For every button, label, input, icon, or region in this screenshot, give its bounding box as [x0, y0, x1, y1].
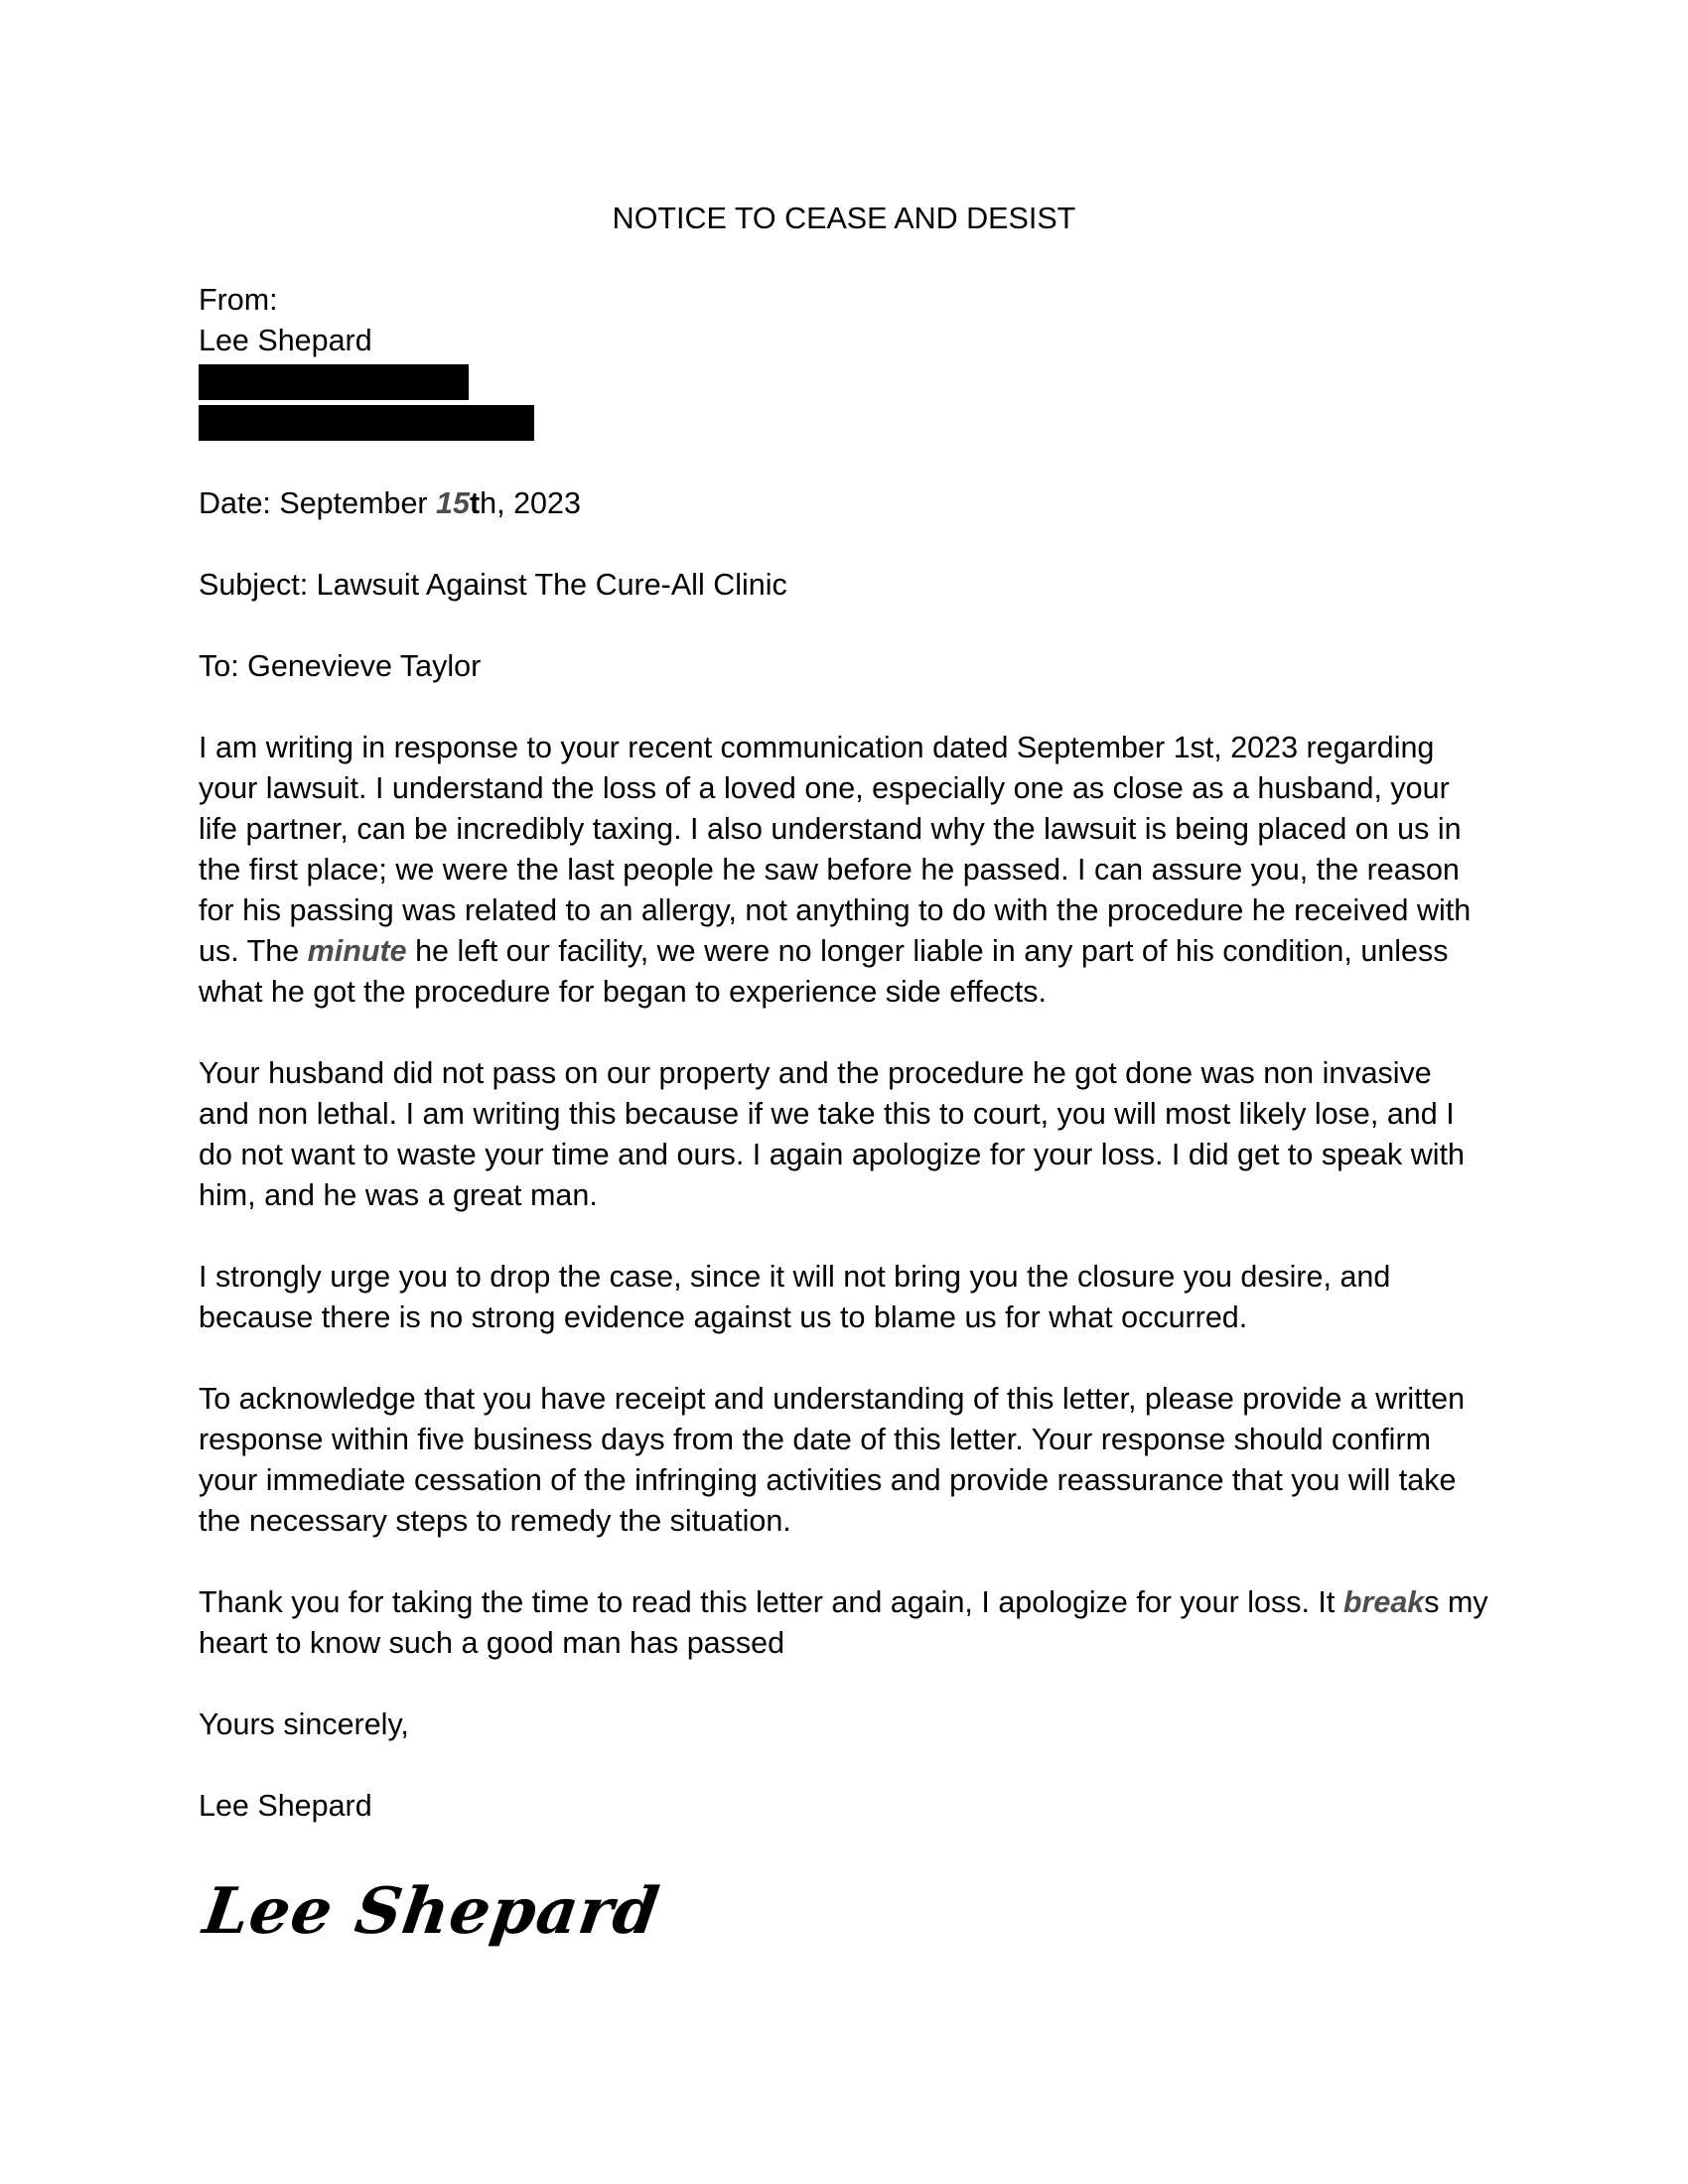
- body-text: Thank you for taking the time to read this letter and again, I apologize for your loss. It: [199, 1585, 1343, 1619]
- body-text: To acknowledge that you have receipt and understanding of this letter, please provide a written response within five business days from the date of this letter. Your response should confirm your immediate cessation of the infringing activities and provide reassurance that you will take the necessary steps to remedy the situation.: [199, 1382, 1466, 1538]
- body-text: Date: September: [199, 486, 437, 520]
- redacted-bar-contact: [199, 405, 534, 441]
- body-text: he left our facility, we were no longer liable in any part of his condition, unless what he got the procedure for began to experience side effects.: [199, 934, 1449, 1009]
- from-block: [199, 280, 1489, 443]
- body-paragraph-3: [199, 1257, 1489, 1338]
- body-text: s my heart to know such a good man has passed: [199, 1585, 1488, 1660]
- document-title: NOTICE TO CEASE AND DESIST: [612, 202, 1076, 235]
- redacted-bar-address: [199, 364, 469, 400]
- date-line: [199, 483, 1489, 524]
- redacted-line-contact: [199, 402, 1489, 443]
- sender-name: Lee Shepard: [199, 324, 372, 357]
- signer-name: Lee Shepard: [199, 1789, 372, 1823]
- to-line: To: Genevieve Taylor: [199, 649, 482, 683]
- emphasized-text: t: [469, 486, 481, 520]
- redacted-line-address: [199, 361, 1489, 402]
- body-text: I am writing in response to your recent communication dated September 1st, 2023 regarding your lawsuit. I understand the loss of a loved one, especially one as close as a husband, your life partner, can be incredibly taxing. I also understand why the lawsuit is being placed on us in the first place; we were the last people he saw before he passed. I can assure you, the reason for his passing was related to an allergy, not anything to do with the procedure he received with us. The: [199, 731, 1472, 968]
- body-paragraph-1: [199, 728, 1489, 1013]
- body-paragraph-2: [199, 1053, 1489, 1216]
- emphasized-text: minute: [307, 934, 407, 968]
- subject-line: Subject: Lawsuit Against The Cure-All Clinic: [199, 568, 787, 602]
- body-text: h, 2023: [480, 486, 581, 520]
- body-text: Your husband did not pass on our property and the procedure he got done was non invasive and non lethal. I am writing this because if we take this to court, you will most likely lose, and I do not want to waste your time and ours. I again apologize for your loss. I did get to speak with him, and he was a great man.: [199, 1056, 1465, 1212]
- body-text: I strongly urge you to drop the case, since it will not bring you the closure you desire, and because there is no strong evidence against us to blame us for what occurred.: [199, 1260, 1391, 1334]
- valediction: Yours sincerely,: [199, 1707, 409, 1741]
- from-label: From:: [199, 283, 278, 317]
- emphasized-text: break: [1342, 1585, 1425, 1619]
- body-paragraph-4: [199, 1379, 1489, 1542]
- body-paragraph-5: [199, 1582, 1489, 1664]
- emphasized-text: 15: [436, 486, 470, 520]
- signature: Lee Shepard: [199, 1874, 664, 1949]
